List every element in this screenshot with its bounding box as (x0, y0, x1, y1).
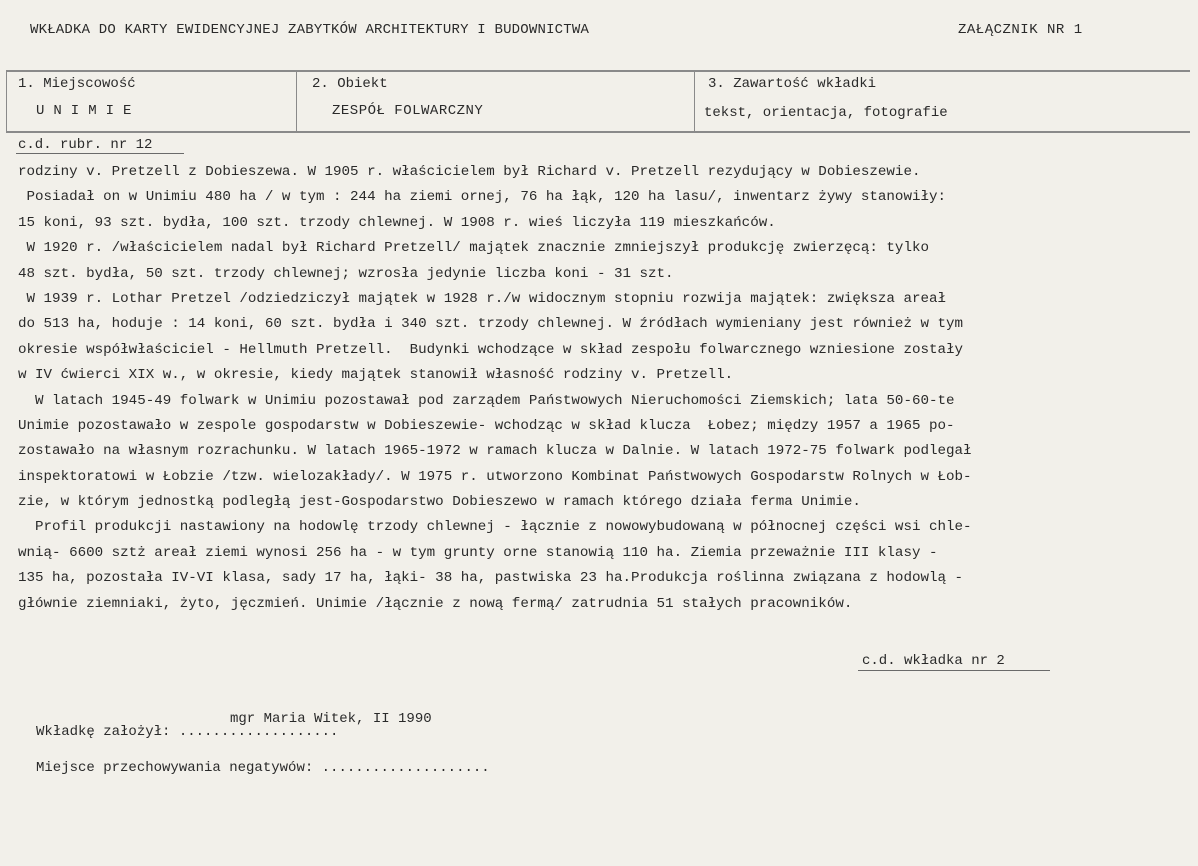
continuation-heading-underline (16, 153, 184, 154)
text-line: Profil produkcji nastawiony na hodowlę trzody chlewnej - łącznie z nowowybudowaną w północnej części wsi chle- (18, 519, 972, 536)
attachment-number: ZAŁĄCZNIK NR 1 (958, 22, 1083, 38)
table-divider-2 (694, 70, 695, 132)
negatives-dots: .................... (321, 760, 490, 776)
text-line: do 513 ha, hoduje : 14 koni, 60 szt. bydła i 340 szt. trzody chlewnej. W źródłach wymieniany jest również w tym (18, 316, 964, 333)
text-line: W 1939 r. Lothar Pretzel /odziedziczył majątek w 1928 r./w widocznym stopniu rozwija majątek: zwiększa areał (18, 290, 947, 307)
text-line: 135 ha, pozostała IV-VI klasa, sady 17 ha, łąki- 38 ha, pastwiska 23 ha.Produkcja roślinna związana z hodowlą - (18, 570, 964, 587)
locality-label: 1. Miejscowość (18, 76, 136, 92)
text-line: Unimie pozostawało w zespole gospodarstw w Dobieszewie- wchodząc w skład klucza Łobez; między 1957 a 1965 po- (18, 417, 955, 434)
contents-value: tekst, orientacja, fotografie (704, 105, 948, 121)
table-divider-1 (296, 70, 297, 132)
text-line: Posiadał on w Unimiu 480 ha / w tym : 244 ha ziemi ornej, 76 ha łąk, 120 ha lasu/, inwentarz żywy stanowiły: (18, 189, 947, 206)
table-top-border (6, 70, 1190, 72)
text-line: wnią- 6600 sztż areał ziemi wynosi 256 ha - w tym grunty orne stanowią 110 ha. Ziemia przeważnie III klasy - (18, 544, 938, 561)
author-name: mgr Maria Witek, II 1990 (230, 711, 432, 727)
contents-label: 3. Zawartość wkładki (708, 76, 877, 92)
text-line: zie, w którym jednostką podległą jest-Gospodarstwo Dobieszewo w ramach którego działa ferma Unimie. (18, 494, 861, 511)
founded-by-dots: ................... (178, 724, 339, 740)
object-value: ZESPÓŁ FOLWARCZNY (332, 103, 484, 119)
table-bottom-border (6, 131, 1190, 133)
object-label: 2. Obiekt (312, 76, 388, 92)
founded-by-label: Wkładkę założył: (36, 724, 171, 740)
history-text (18, 160, 1183, 617)
text-line: 15 koni, 93 szt. bydła, 100 szt. trzody chlewnej. W 1908 r. wieś liczyła 119 mieszkańców. (18, 214, 776, 231)
text-line: 48 szt. bydła, 50 szt. trzody chlewnej; wzrosła jedynie liczba koni - 31 szt. (18, 265, 674, 282)
negatives-row (36, 760, 490, 776)
text-line: W 1920 r. /właścicielem nadal był Richard Pretzell/ majątek znacznie zmniejszył produkcję zwierzęcą: tylko (18, 240, 929, 257)
continuation-next-underline (858, 670, 1050, 671)
text-line: okresie współwłaściciel - Hellmuth Pretzell. Budynki wchodzące w skład zespołu folwarcznego wzniesione zostały (18, 341, 964, 358)
negatives-label: Miejsce przechowywania negatywów: (36, 760, 314, 776)
text-line: W latach 1945-49 folwark w Unimiu pozostawał pod zarządem Państwowych Nieruchomości Ziemskich; lata 50-60-te (18, 392, 955, 409)
continuation-heading: c.d. rubr. nr 12 (18, 137, 153, 153)
text-line: inspektoratowi w Łobzie /tzw. wielozakłady/. W 1975 r. utworzono Kombinat Państwowych Gospodarstw Rolnych w Łob- (18, 468, 972, 485)
continuation-next: c.d. wkładka nr 2 (862, 653, 1005, 669)
locality-value: UNIMIE (36, 103, 141, 119)
text-line: rodziny v. Pretzell z Dobieszewa. W 1905 r. właścicielem był Richard v. Pretzell rezydujący w Dobieszewie. (18, 164, 921, 180)
table-left-border (6, 70, 7, 132)
text-line: zostawało na własnym rozrachunku. W latach 1965-1972 w ramach klucza w Dalnie. W latach 1972-75 folwark podlegał (18, 443, 972, 460)
founded-by-row (36, 724, 338, 740)
document-title: WKŁADKA DO KARTY EWIDENCYJNEJ ZABYTKÓW ARCHITEKTURY I BUDOWNICTWA (30, 22, 590, 38)
text-line: w IV ćwierci XIX w., w okresie, kiedy majątek stanowił własność rodziny v. Pretzell. (18, 367, 734, 384)
text-line: głównie ziemniaki, żyto, jęczmień. Unimie /łącznie z nową fermą/ zatrudnia 51 stałych pracowników. (18, 595, 853, 612)
